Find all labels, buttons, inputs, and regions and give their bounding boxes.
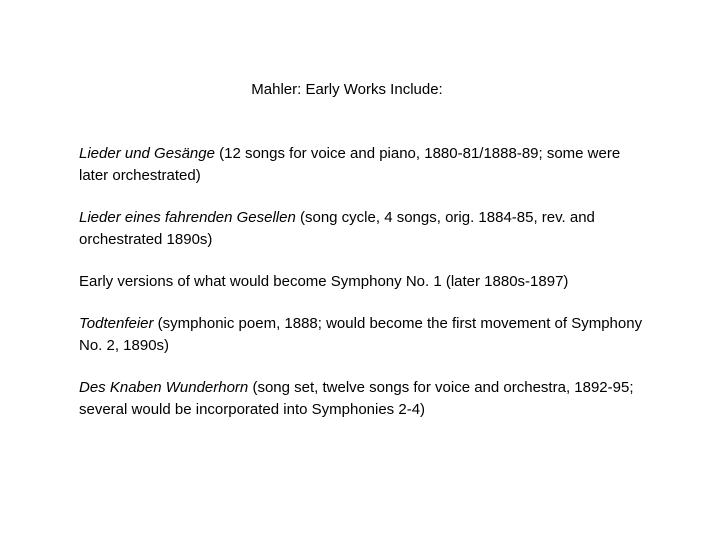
work-title: Lieder und Gesänge <box>79 145 215 162</box>
work-details: (symphonic poem, 1888; would become the first movement of Symphony No. 2, 1890s) <box>79 315 643 354</box>
work-title: Lieder eines fahrenden Gesellen <box>79 209 296 226</box>
list-item <box>79 271 644 293</box>
work-title: Todtenfeier <box>79 315 154 332</box>
works-list <box>79 143 644 441</box>
list-item <box>79 313 644 357</box>
work-details: Early versions of what would become Symphony No. 1 (later 1880s-1897) <box>79 273 569 290</box>
work-details: (12 songs for voice and piano, 1880-81/1888-89; some were later orchestrated) <box>79 145 621 184</box>
slide-title: Mahler: Early Works Include: <box>251 81 443 98</box>
list-item <box>79 143 644 187</box>
list-item <box>79 377 644 421</box>
work-details: (song set, twelve songs for voice and orchestra, 1892-95; several would be incorporated into Symphonies 2-4) <box>79 379 634 418</box>
work-details: (song cycle, 4 songs, orig. 1884-85, rev. and orchestrated 1890s) <box>79 209 595 248</box>
list-item <box>79 207 644 251</box>
work-title: Des Knaben Wunderhorn <box>79 379 249 396</box>
